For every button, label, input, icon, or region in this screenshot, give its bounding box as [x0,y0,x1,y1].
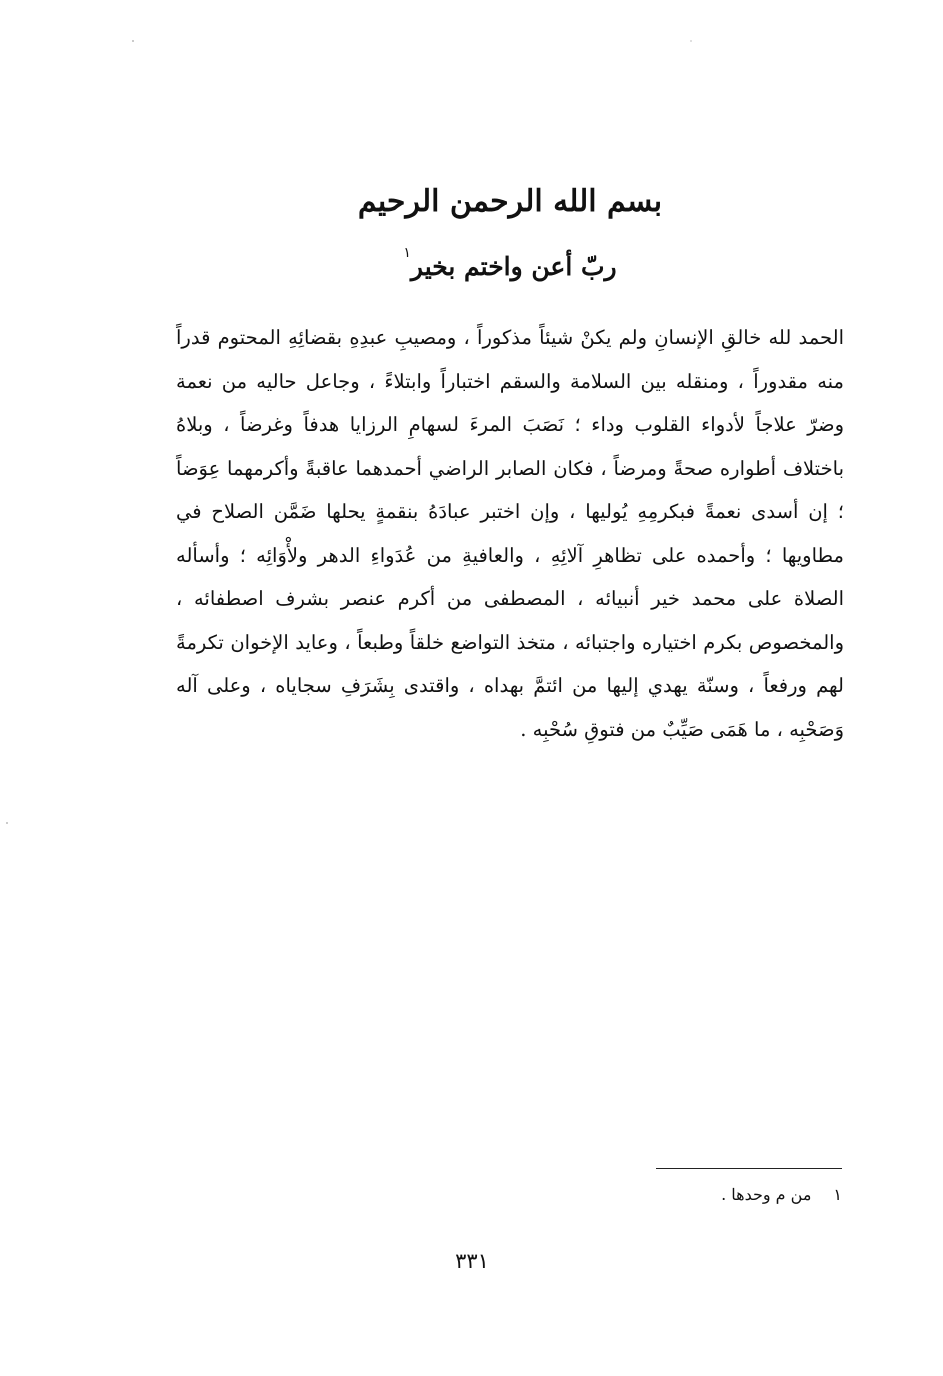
scan-speck [132,40,134,42]
scan-speck [6,822,8,824]
invocation-heading [180,234,840,286]
footnote-text: من م وحدها . [721,1185,812,1204]
basmala-text: بسم الله الرحمن الرحيم [357,184,663,219]
main-paragraph: الحمد لله خالقِ الإنسانِ ولم يكنْ شيئاً مذكوراً ، ومصيبِ عبدِهِ بقضائِهِ المحتوم قدراً منه مقدوراً ، ومنقله بين السلامة والسقم اختباراً وابتلاءً ، وجاعل حاليه من نعمة وضرّ علاجاً لأدواء القلوب وداء ؛ نَصَبَ المرءَ لسهامِ الرزايا هدفاً وغرضاً ، وبلاهُ باختلاف أطواره صحةً ومرضاً ، فكان الصابر الراضي أحمدهما عاقبةً وأكرمهما عِوَضاً ؛ إن أسدى نعمةً فبكرمِهِ يُوليها ، وإن اختبر عبادَهُ بنقمةٍ يحلها ضَمَّن الصلاح في مطاويها ؛ وأحمده على تظاهرِ آلائِهِ ، والعافيةِ من عُدَواءِ الدهر ولأْوَائِه ؛ وأسأله الصلاة على محمد خير أنبيائه ، المصطفى من أكرم عنصر بشرف اصطفائه ، والمخصوص بكرم اختياره واجتبائه ، متخذ التواضع خلقاً وطبعاً ، وعايد الإخوان تكرمةً لهم ورفعاً ، وسنّة يهدي إليها من ائتمَّ بهداه ، واقتدى بِشَرَفِ سجاياه ، وعلى آله وَصَحْبِه ، ما هَمَى صَيِّبٌ من فتوقِ سُحْبِه . [176,326,844,741]
scan-speck [690,40,692,42]
invocation-footnote-marker: ١ [403,245,411,261]
footnote-separator [656,1168,842,1169]
basmala-heading [180,180,840,224]
footnote [560,1182,842,1208]
footnote-number: ١ [833,1185,842,1204]
page-number: ٣٣١ [455,1249,489,1273]
invocation-text: ربّ أعن واختم بخير [410,252,617,281]
